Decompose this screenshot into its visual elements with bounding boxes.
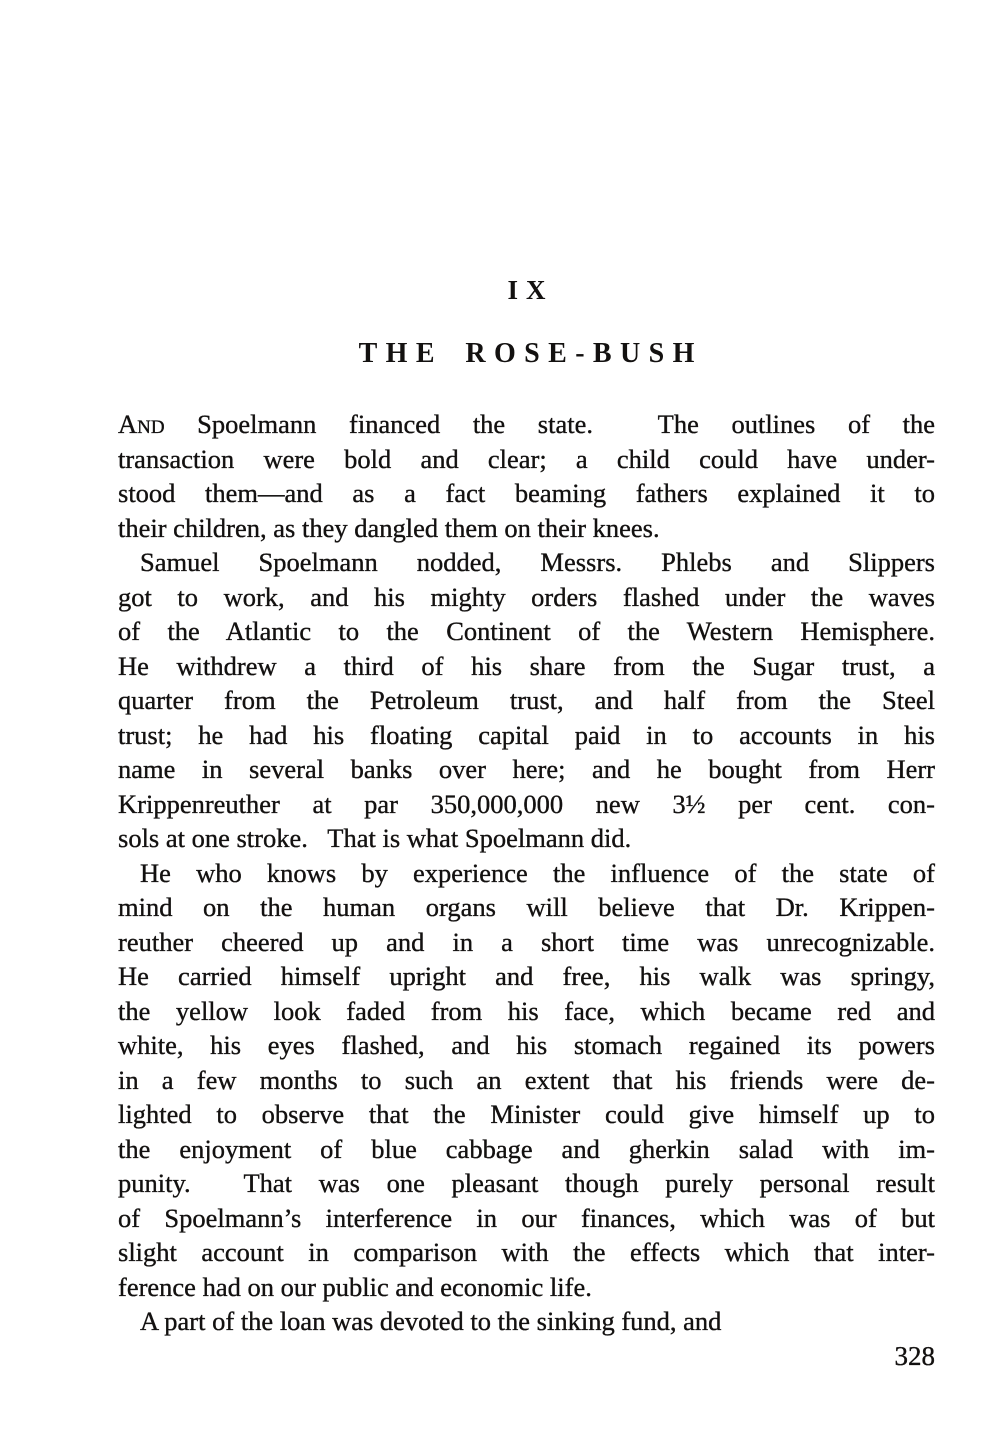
text-line: the yellow look faded from his face, which became red and [118, 995, 935, 1026]
text-line: mind on the human organs will believe that Dr. Krippen- [118, 892, 935, 922]
text-line: He withdrew a third of his share from the Sugar trust, a [118, 650, 935, 681]
text-line: trust; he had his floating capital paid in to accounts in his [118, 719, 935, 750]
text-line: He who knows by experience the influence of the state of [140, 857, 935, 888]
text-line: the enjoyment of blue cabbage and gherkin salad with im- [118, 1133, 935, 1164]
body-text [118, 407, 935, 1339]
text-line: of Spoelmann’s interference in our finances, which was of but [118, 1202, 935, 1233]
text-column [118, 0, 935, 1373]
chapter-number: IX [507, 275, 554, 305]
text-line: white, his eyes flashed, and his stomach regained its powers [118, 1030, 935, 1060]
text-line: Samuel Spoelmann nodded, Messrs. Phlebs and Slippers [140, 547, 935, 577]
text-line: slight account in comparison with the effects which that inter- [118, 1237, 935, 1267]
smallcaps-lead: And [118, 409, 165, 439]
chapter-title: THE ROSE-BUSH [358, 338, 703, 369]
text-line: punity. That was one pleasant though purely personal result [118, 1168, 935, 1198]
text-line: name in several banks over here; and he bought from Herr [118, 754, 935, 784]
text-line: their children, as they dangled them on their knees. [118, 512, 660, 543]
text-line: He carried himself upright and free, his walk was springy, [118, 961, 935, 991]
text-line: got to work, and his mighty orders flashed under the waves [118, 581, 935, 612]
text-line: quarter from the Petroleum trust, and half from the Steel [118, 685, 935, 715]
text-line: reuther cheered up and in a short time was unrecognizable. [118, 926, 935, 957]
page-number: 328 [894, 1340, 935, 1371]
text-line: lighted to observe that the Minister could give himself up to [118, 1099, 935, 1129]
text-line: of the Atlantic to the Continent of the Western Hemisphere. [118, 616, 935, 646]
text-line: A part of the loan was devoted to the sinking fund, and [140, 1306, 722, 1336]
text-line: And Spoelmann financed the state. The outlines of the [118, 409, 935, 439]
text-line: sols at one stroke. That is what Spoelmann did. [118, 823, 632, 853]
text-line: Krippenreuther at par 350,000,000 new 3½ per cent. con- [118, 788, 935, 819]
text-line: in a few months to such an extent that his friends were de- [118, 1064, 935, 1095]
text-line: stood them—and as a fact beaming fathers explained it to [118, 478, 935, 508]
text-line: ference had on our public and economic life. [118, 1271, 592, 1302]
text-line: transaction were bold and clear; a child could have under- [118, 443, 935, 474]
